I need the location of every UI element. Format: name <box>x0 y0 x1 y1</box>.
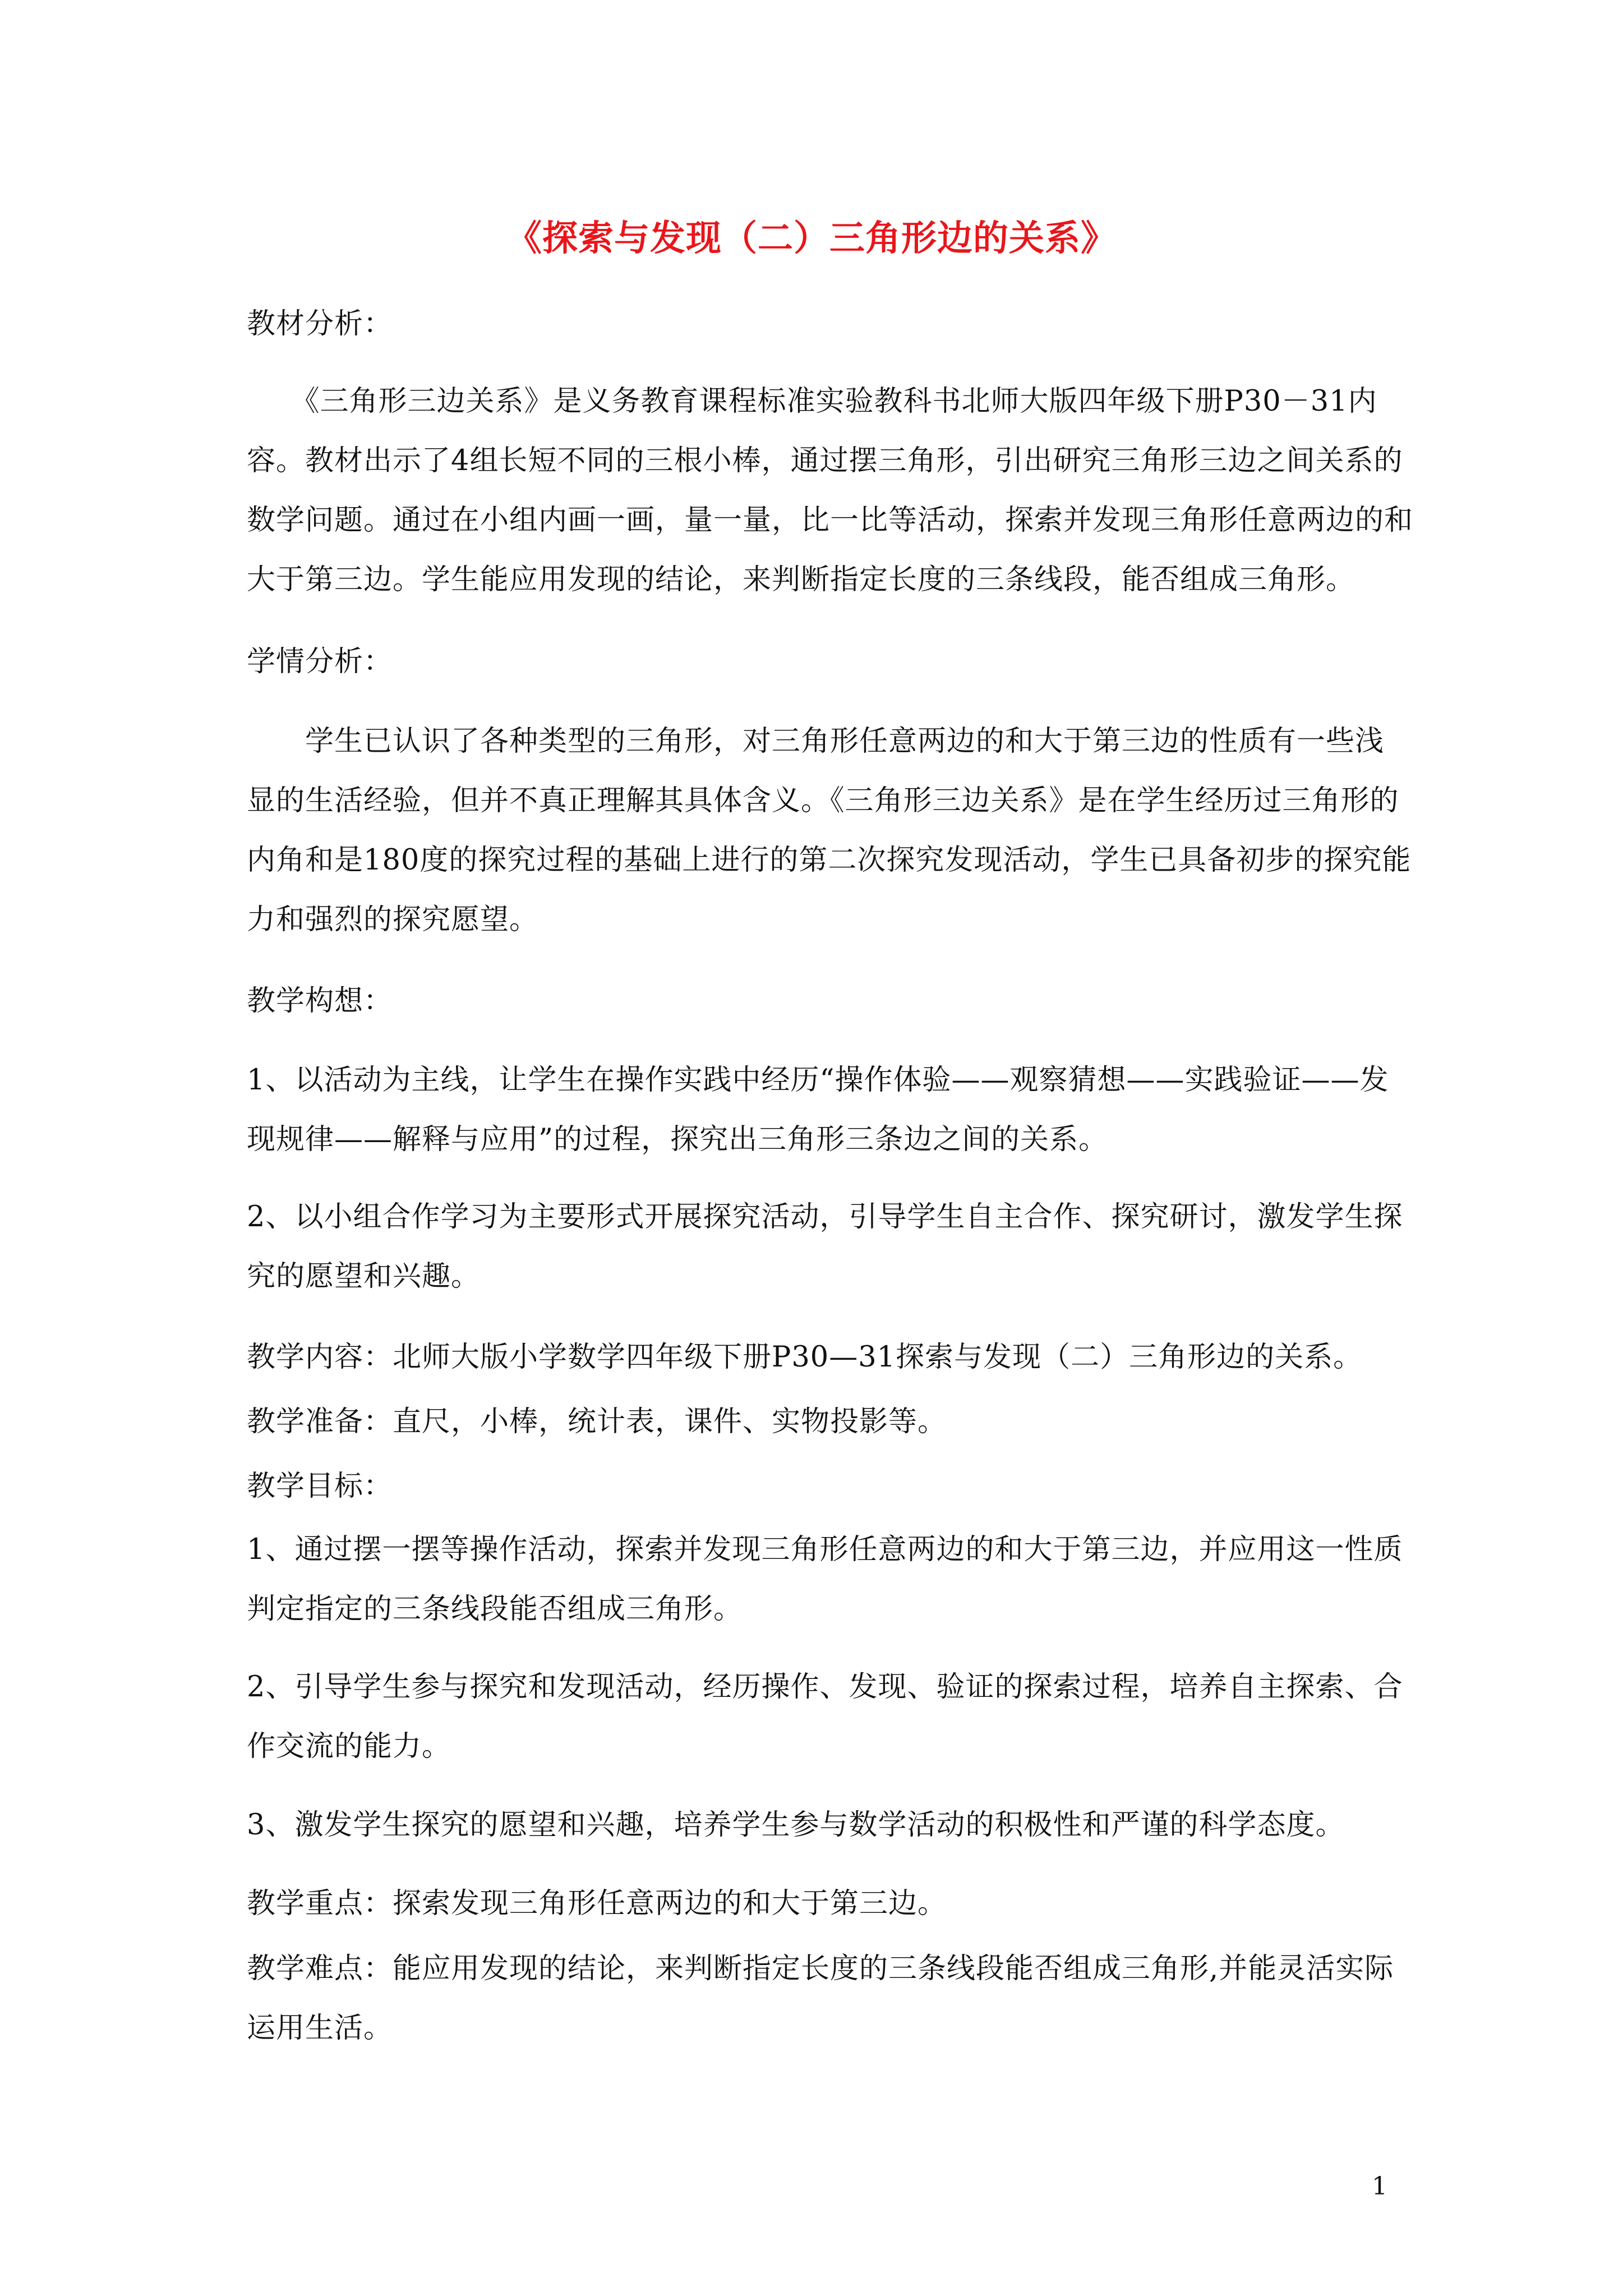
teaching-content: 教学内容：北师大版小学数学四年级下册P30—31探索与发现（二）三角形边的关系。 <box>247 1341 1363 1374</box>
teaching-key-point: 教学重点：探索发现三角形任意两边的和大于第三边。 <box>247 1887 947 1920</box>
teaching-preparation: 教学准备：直尺，小棒，统计表，课件、实物投影等。 <box>247 1405 947 1438</box>
section-heading-teaching-concept: 教学构想： <box>247 984 393 1018</box>
list-item-line: 2、引导学生参与探究和发现活动，经历操作、发现、验证的探索过程，培养自主探索、合 <box>247 1671 1403 1704</box>
paragraph-line: 大于第三边。学生能应用发现的结论，来判断指定长度的三条线段，能否组成三角形。 <box>247 563 1355 596</box>
paragraph-line: 容。教材出示了4组长短不同的三根小棒，通过摆三角形，引出研究三角形三边之间关系的 <box>247 444 1403 477</box>
page-number: 1 <box>1372 2172 1387 2201</box>
paragraph-line: 《三角形三边关系》是义务教育课程标准实验教科书北师大版四年级下册P30－31内 <box>247 385 1377 418</box>
list-item-line: 3、激发学生探究的愿望和兴趣，培养学生参与数学活动的积极性和严谨的科学态度。 <box>247 1809 1345 1842</box>
list-item-line: 1、通过摆一摆等操作活动，探索并发现三角形任意两边的和大于第三边，并应用这一性质 <box>247 1533 1403 1566</box>
paragraph-line: 显的生活经验，但并不真正理解其具体含义。《三角形三边关系》是在学生经历过三角形的 <box>247 784 1399 817</box>
document-title: 《探索与发现（二）三角形边的关系》 <box>506 217 1117 259</box>
paragraph-line: 数学问题。通过在小组内画一画，量一量，比一比等活动，探索并发现三角形任意两边的和 <box>247 504 1414 537</box>
list-item-line: 1、以活动为主线，让学生在操作实践中经历“操作体验——观察猜想——实践验证——发 <box>247 1064 1389 1097</box>
section-heading-student-analysis: 学情分析： <box>247 645 393 678</box>
section-heading-teaching-goals: 教学目标： <box>247 1470 393 1503</box>
section-heading-material-analysis: 教材分析： <box>247 307 393 341</box>
paragraph-line: 内角和是180度的探究过程的基础上进行的第二次探究发现活动，学生已具备初步的探究能 <box>247 844 1412 877</box>
paragraph-line: 力和强烈的探究愿望。 <box>247 903 539 936</box>
list-item-line: 究的愿望和兴趣。 <box>247 1260 481 1293</box>
list-item-line: 2、以小组合作学习为主要形式开展探究活动，引导学生自主合作、探究研讨，激发学生探 <box>247 1200 1403 1234</box>
list-item-line: 作交流的能力。 <box>247 1730 451 1763</box>
list-item-line: 现规律——解释与应用”的过程，探究出三角形三条边之间的关系。 <box>247 1123 1108 1156</box>
list-item-line: 判定指定的三条线段能否组成三角形。 <box>247 1593 743 1626</box>
teaching-difficulty-line: 运用生活。 <box>247 2012 393 2045</box>
paragraph-line: 学生已认识了各种类型的三角形，对三角形任意两边的和大于第三边的性质有一些浅 <box>247 725 1385 758</box>
teaching-difficulty-line: 教学难点：能应用发现的结论，来判断指定长度的三条线段能否组成三角形,并能灵活实际 <box>247 1952 1394 1985</box>
